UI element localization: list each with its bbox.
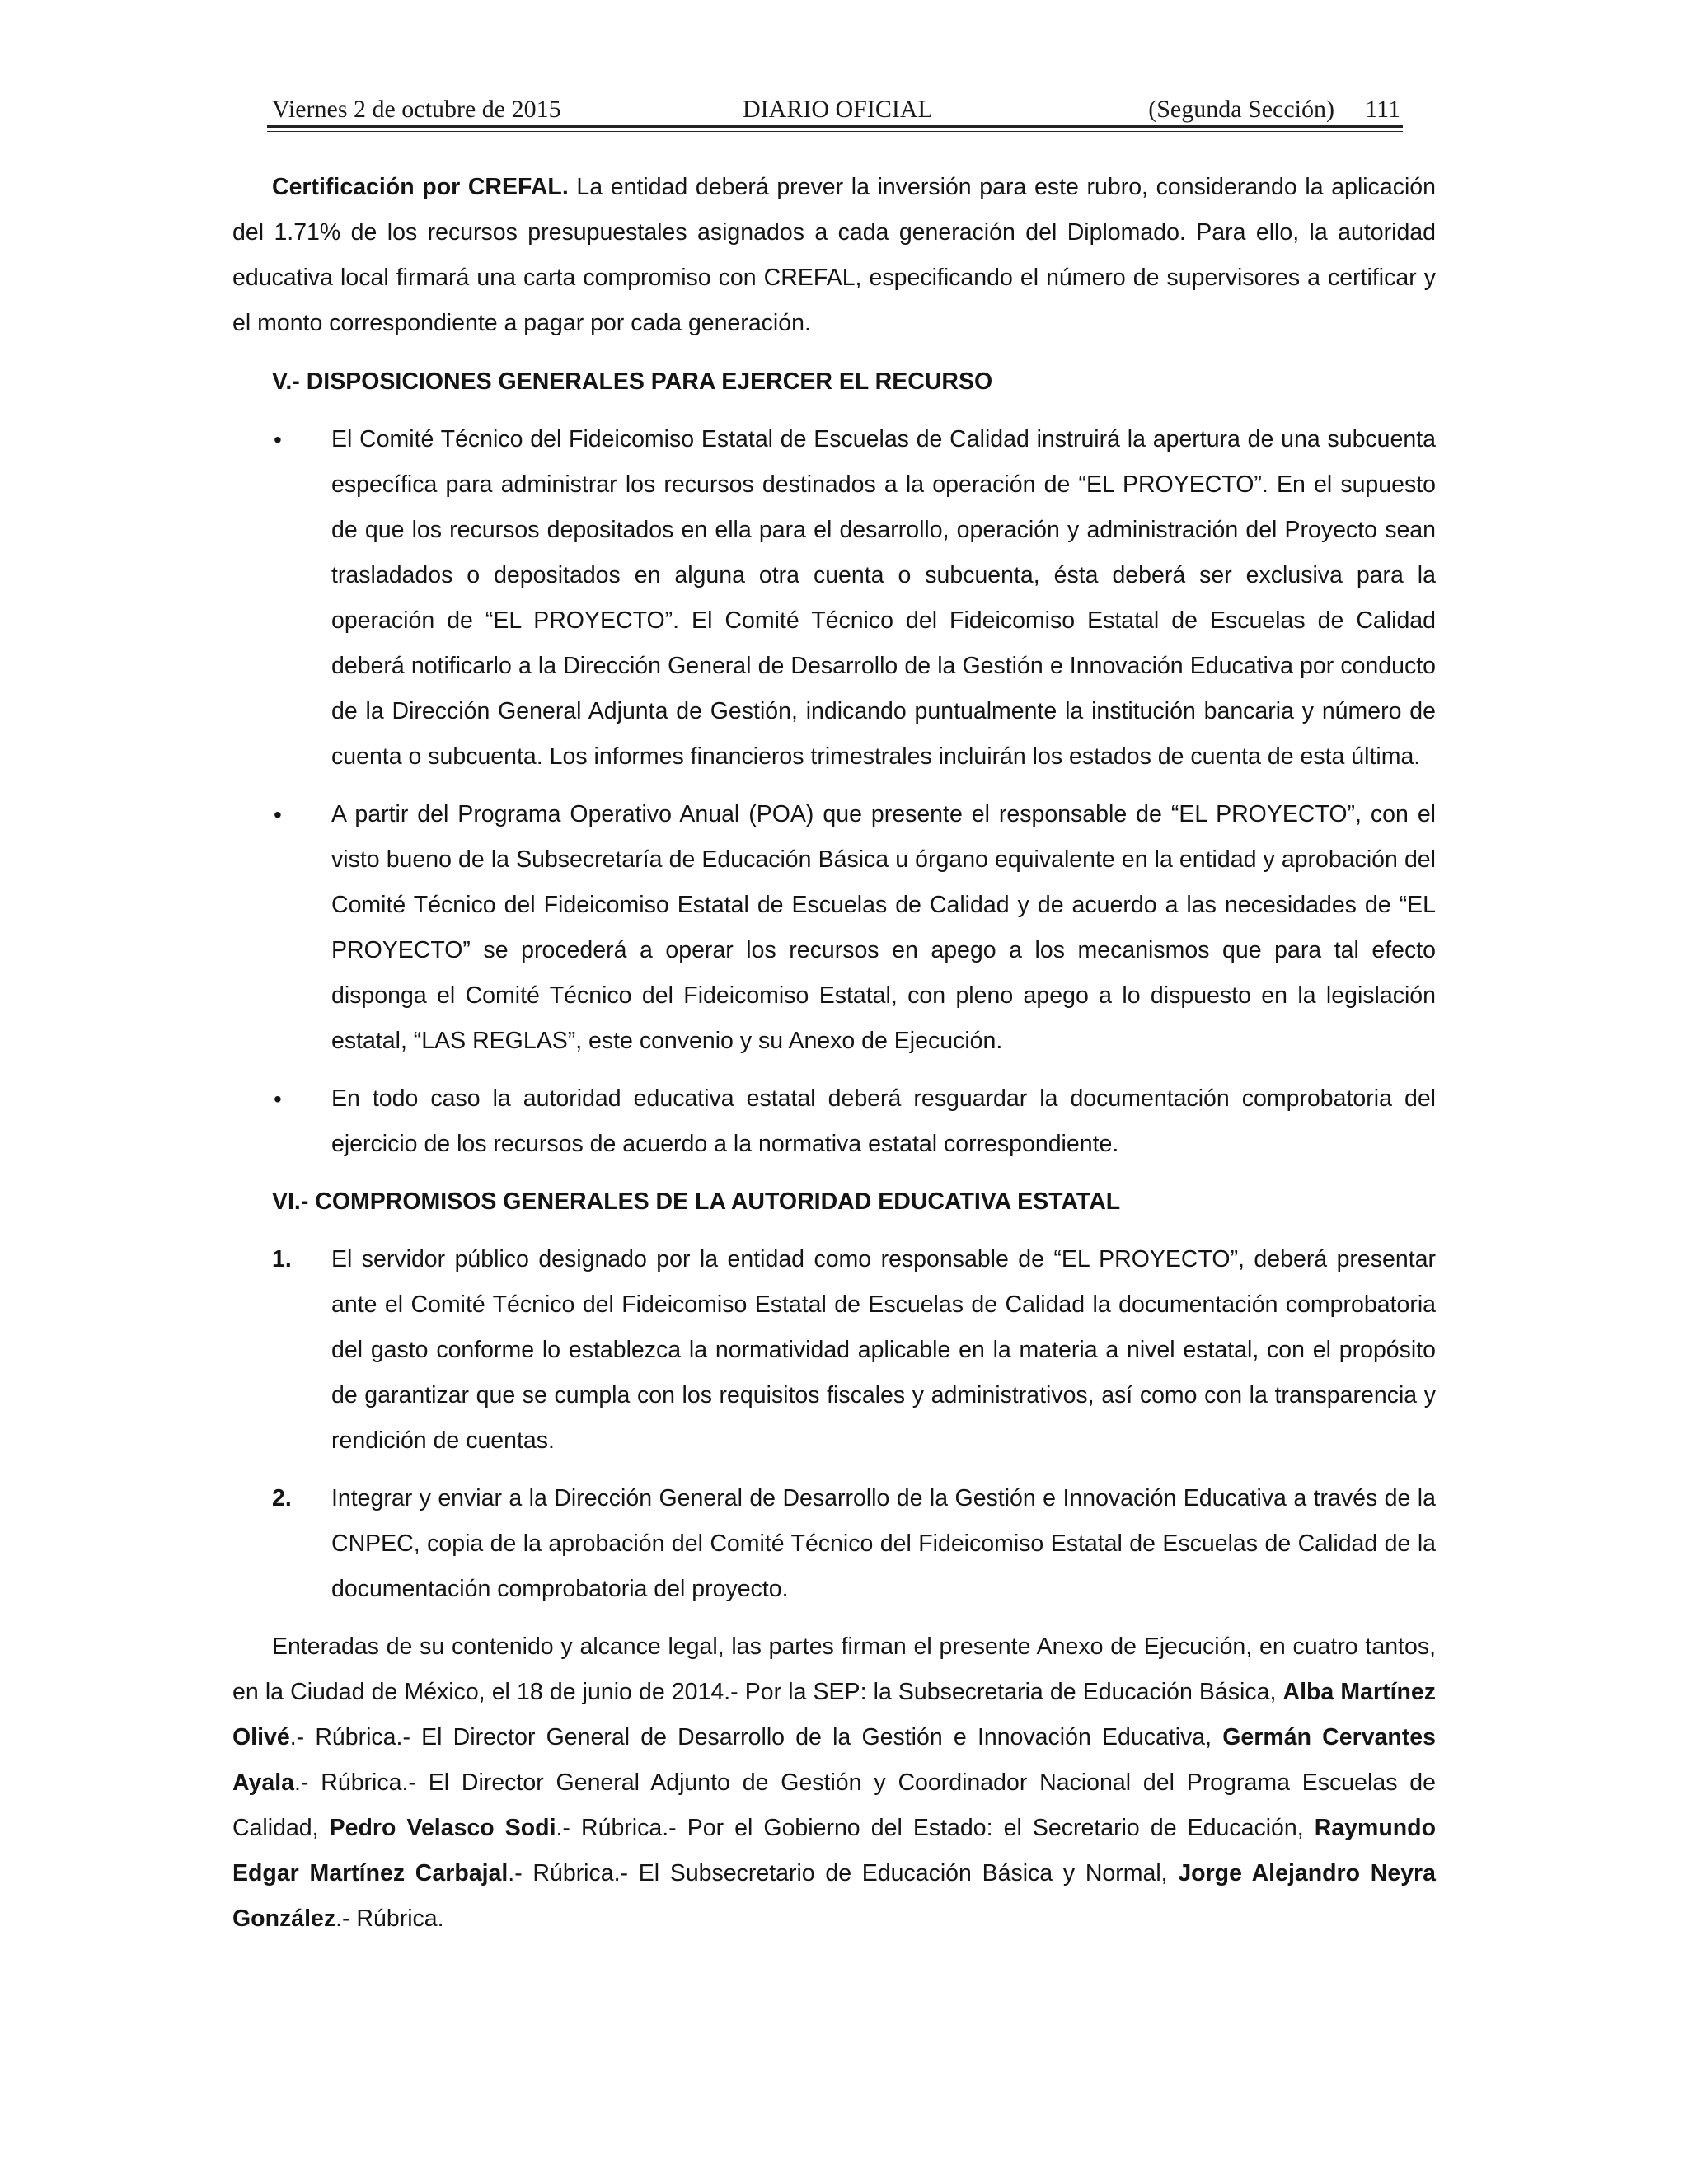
header-section: (Segunda Sección) xyxy=(1148,96,1334,123)
closing-text-4: .- Rúbrica.- Por el Gobierno del Estado: el Secretario de Educación, xyxy=(556,1815,1315,1841)
item-number: 1. xyxy=(272,1246,292,1272)
bullet-text: En todo caso la autoridad educativa estatal deberá resguardar la documentación comprobatoria del ejercicio de los recursos de acuerdo a la normativa estatal correspondiente. xyxy=(331,1085,1436,1157)
closing-text-2: .- Rúbrica.- El Director General de Desarrollo de la Gestión e Innovación Educativa, xyxy=(289,1724,1223,1750)
closing-paragraph xyxy=(232,1624,1436,1942)
closing-text-3: .- Rúbrica.- El Director General Adjunto de Gestión y Coordinador Nacional del Programa Escuelas de Calidad, xyxy=(232,1769,1436,1841)
list-item xyxy=(232,417,1436,780)
item-text: Integrar y enviar a la Dirección General de Desarrollo de la Gestión e Innovación Educativa a través de la CNPEC, copia de la aprobación del Comité Técnico del Fideicomiso Estatal de Escuelas de Calidad de la documentación comprobatoria del proyecto. xyxy=(331,1485,1436,1602)
closing-text-6: .- Rúbrica. xyxy=(335,1905,444,1932)
header-rule-thin xyxy=(267,131,1403,132)
document-body xyxy=(232,165,1436,1955)
signatory-name: Jorge Alejandro Neyra González xyxy=(232,1860,1436,1932)
closing-text-5: .- Rúbrica.- El Subsecretario de Educación Básica y Normal, xyxy=(508,1860,1179,1886)
list-item xyxy=(232,792,1436,1064)
section-v-title: V.- DISPOSICIONES GENERALES PARA EJERCER EL RECURSO xyxy=(272,368,993,395)
header-page-number: 111 xyxy=(1365,96,1400,123)
certificacion-paragraph xyxy=(232,165,1436,346)
certificacion-lead: Certificación por CREFAL. xyxy=(272,174,569,200)
closing-text-1: Enteradas de su contenido y alcance legal, las partes firman el presente Anexo de Ejecución, en cuatro tantos, en la Ciudad de México, el 18 de junio de 2014.- Por la SEP: la Subsecretaria de Educación Básica, xyxy=(232,1633,1436,1705)
numbered-item xyxy=(232,1237,1436,1464)
signatory-name: Raymundo Edgar Martínez Carbajal xyxy=(232,1815,1436,1886)
section-vi-title: VI.- COMPROMISOS GENERALES DE LA AUTORIDAD EDUCATIVA ESTATAL xyxy=(272,1188,1121,1215)
certificacion-text: La entidad deberá prever la inversión para este rubro, considerando la aplicación del 1.71% de los recursos presupuestales asignados a cada generación del Diplomado. Para ello, la autoridad educativa local firmará una carta compromiso con CREFAL, especificando el número de supervisores a certificar y el monto correspondiente a pagar por cada generación. xyxy=(232,174,1436,336)
numbered-item xyxy=(232,1476,1436,1612)
bullet-icon: • xyxy=(274,1086,282,1112)
bullet-icon: • xyxy=(274,802,282,827)
bullet-icon: • xyxy=(274,427,282,452)
bullet-text: A partir del Programa Operativo Anual (POA) que presente el responsable de “EL PROYECTO”, con el visto bueno de la Subsecretaría de Educación Básica u órgano equivalente en la entidad y aprobación del Comité Técnico del Fideicomiso Estatal de Escuelas de Calidad y de acuerdo a las necesidades de “EL PROYECTO” se procederá a operar los recursos en apego a los mecanismos que para tal efecto disponga el Comité Técnico del Fideicomiso Estatal, con pleno apego a lo dispuesto en la legislación estatal, “LAS REGLAS”, este convenio y su Anexo de Ejecución. xyxy=(331,801,1436,1054)
item-number: 2. xyxy=(272,1485,292,1511)
signatory-name: Pedro Velasco Sodi xyxy=(329,1815,556,1841)
header-publication: DIARIO OFICIAL xyxy=(743,96,933,123)
list-item xyxy=(232,1076,1436,1167)
signatory-name: Alba Martínez Olivé xyxy=(232,1679,1436,1750)
bullet-text: El Comité Técnico del Fideicomiso Estatal de Escuelas de Calidad instruirá la apertura de una subcuenta específica para administrar los recursos destinados a la operación de “EL PROYECTO”. En el supuesto de que los recursos depositados en ella para el desarrollo, operación y administración del Proyecto sean trasladados o depositados en alguna otra cuenta o subcuenta, ésta deberá ser exclusiva para la operación de “EL PROYECTO”. El Comité Técnico del Fideicomiso Estatal de Escuelas de Calidad deberá notificarlo a la Dirección General de Desarrollo de la Gestión e Innovación Educativa por conducto de la Dirección General Adjunta de Gestión, indicando puntualmente la institución bancaria y número de cuenta o subcuenta. Los informes financieros trimestrales incluirán los estados de cuenta de esta última. xyxy=(331,426,1436,770)
header-date: Viernes 2 de octubre de 2015 xyxy=(272,96,561,123)
signatory-name: Germán Cervantes Ayala xyxy=(232,1724,1436,1796)
header-rule-thick xyxy=(267,125,1403,128)
item-text: El servidor público designado por la entidad como responsable de “EL PROYECTO”, deberá presentar ante el Comité Técnico del Fideicomiso Estatal de Escuelas de Calidad la documentación comprobatoria del gasto conforme lo establezca la normatividad aplicable en la materia a nivel estatal, con el propósito de garantizar que se cumpla con los requisitos fiscales y administrativos, así como con la transparencia y rendición de cuentas. xyxy=(331,1246,1436,1454)
